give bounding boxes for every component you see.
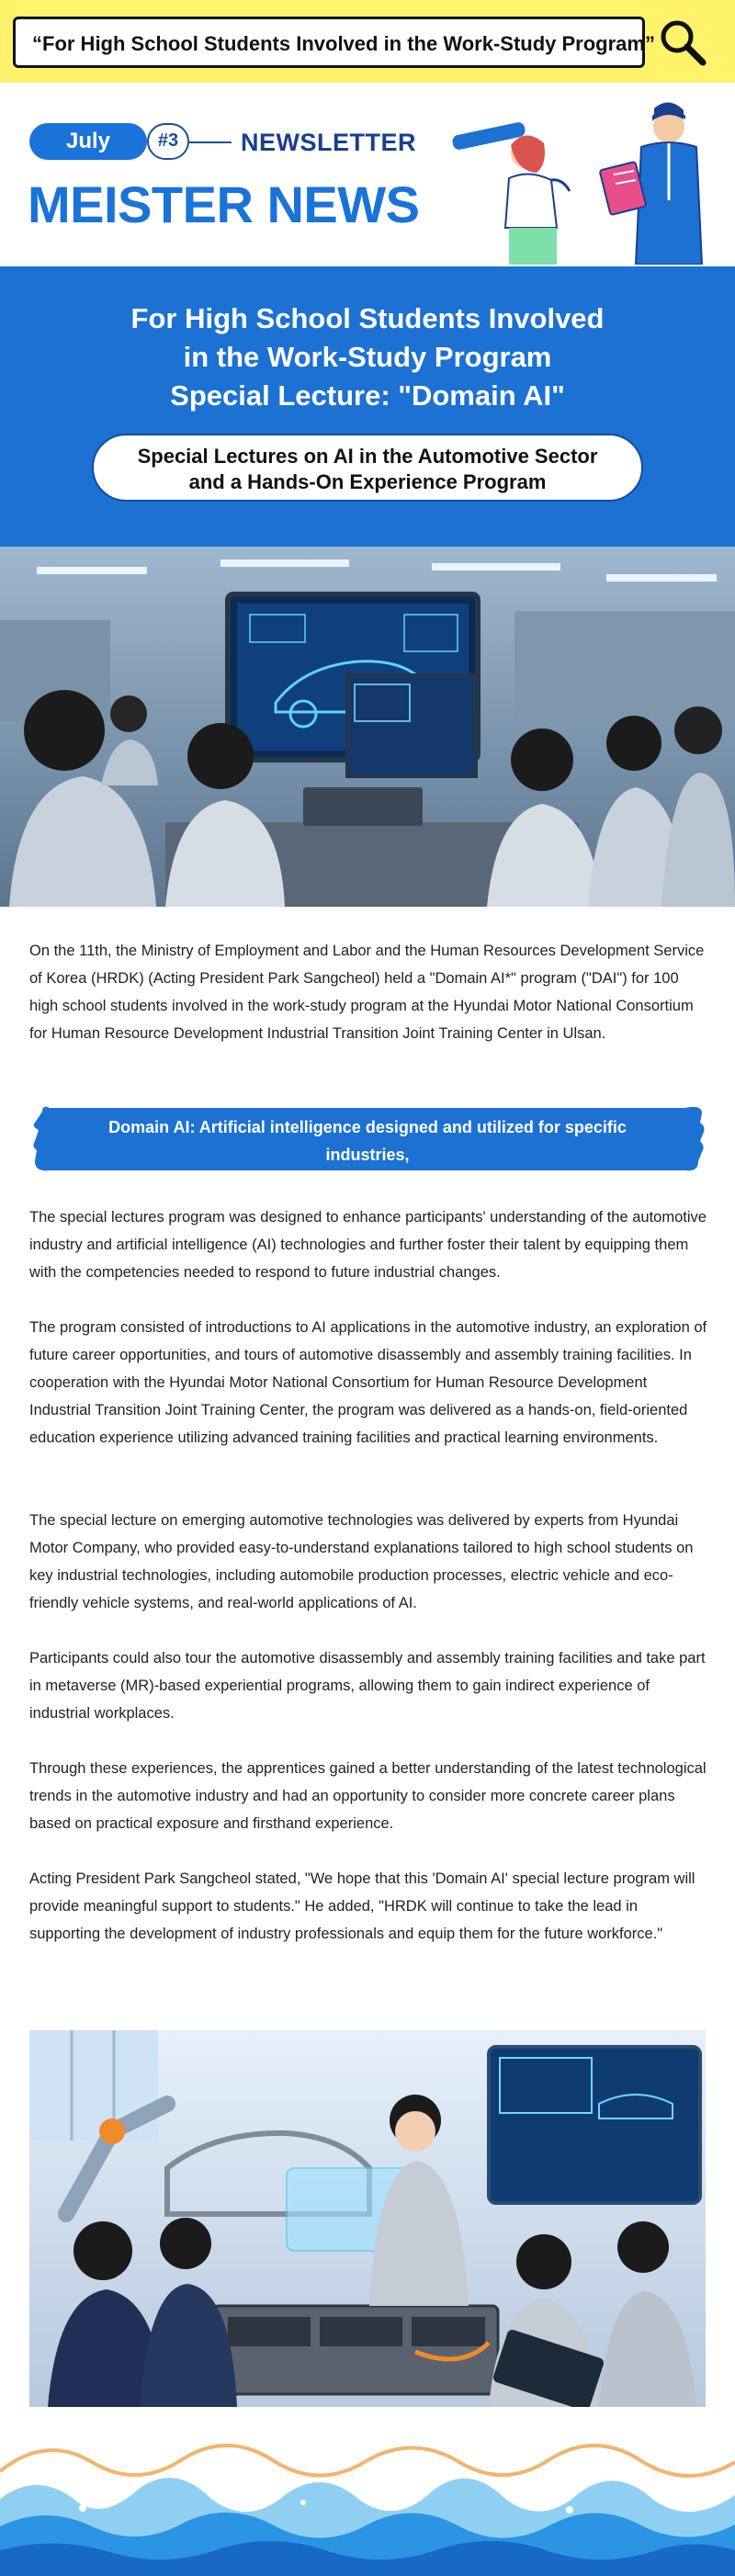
callout-line: occupations, or professional fields.	[228, 1173, 507, 1192]
search-query: “For High School Students Involved in the Work-Study Program”	[32, 32, 655, 55]
article-paragraph: Acting President Park Sangcheol stated, "We hope that this 'Domain AI' special lecture program will provide meaningful support to students." He added, "HRDK will continue to take the lead in supporting the development of industry professionals and equip them for the future workforce."	[29, 1870, 695, 1942]
hero-title-line: For High School Students Involved	[130, 302, 605, 334]
students-robotics-illustration	[29, 2030, 706, 2407]
newsletter-title: MEISTER NEWS	[28, 175, 420, 233]
search-bar	[0, 0, 735, 83]
hero-subtitle	[92, 434, 643, 502]
article-paragraph: The program consisted of introductions to AI applications in the automotive industry, an exploration of future career opportunities, and tours of automotive disassembly and assembly training facilities. In cooperation with the Hyundai Motor National Consortium for Human Resource Development Industrial Transition Joint Training Center, the program was delivered as a hands-on, field-oriented education experience utilizing advanced training facilities and practical learning environments.	[29, 1319, 707, 1446]
hero-title-line: Special Lecture: "Domain AI"	[170, 379, 565, 412]
callout-line: Domain AI: Artificial intelligence designed and utilized for specific industries,	[108, 1118, 627, 1164]
issue-divider	[189, 141, 232, 143]
newsletter-masthead	[0, 83, 735, 266]
wave-decoration	[0, 2435, 735, 2576]
search-button[interactable]	[652, 13, 711, 72]
hero-title	[37, 299, 698, 415]
magnifier-icon	[652, 13, 711, 72]
hero-subtitle-line: and a Hands-On Experience Program	[188, 470, 547, 493]
issue-number: #3	[147, 123, 189, 160]
hero-subtitle-line: Special Lectures on AI in the Automotive Sector	[137, 445, 598, 468]
newsletter-label: NEWSLETTER	[241, 129, 416, 156]
search-input[interactable]	[13, 17, 655, 68]
article-paragraph: On the 11th, the Ministry of Employment and Labor and the Human Resources Development Service of Korea (HRDK) (Acting President Park Sangcheol) held a "Domain AI*" program ("DAI") for 100 high school students involved in the work-study program at the Hyundai Motor National Consortium for Human Resource Development Industrial Transition Joint Training Center in Ulsan.	[29, 943, 705, 1042]
article-paragraph: Participants could also tour the automotive disassembly and assembly training facilities and take part in metaverse (MR)-based experiential programs, allowing them to gain indirect experience of industrial workplaces.	[29, 1650, 706, 1722]
article-paragraph: The special lecture on emerging automotive technologies was delivered by experts from Hyundai Motor Company, who provided easy-to-understand explanations tailored to high school students on key industrial technologies, including automobile production processes, electric vehicle and eco-friendly vehicle systems, and real-world applications of AI.	[29, 1512, 694, 1611]
people-illustration	[452, 90, 728, 265]
definition-callout	[29, 1099, 706, 1192]
hero-banner	[0, 266, 735, 547]
hero-title-line: in the Work-Study Program	[183, 341, 552, 373]
month-badge: July	[29, 123, 147, 160]
article-paragraph: Through these experiences, the apprentices gained a better understanding of the latest technological trends in the automotive industry and had an opportunity to consider more concrete career plans based on practical exposure and firsthand experience.	[29, 1760, 707, 1832]
article-paragraph: The special lectures program was designed to enhance participants' understanding of the automotive industry and artificial intelligence (AI) technologies and further foster their talent by equipping them with the competencies needed to respond to future industrial changes.	[29, 1209, 707, 1281]
students-training-photo	[0, 547, 735, 907]
callout-text	[66, 1113, 669, 1196]
